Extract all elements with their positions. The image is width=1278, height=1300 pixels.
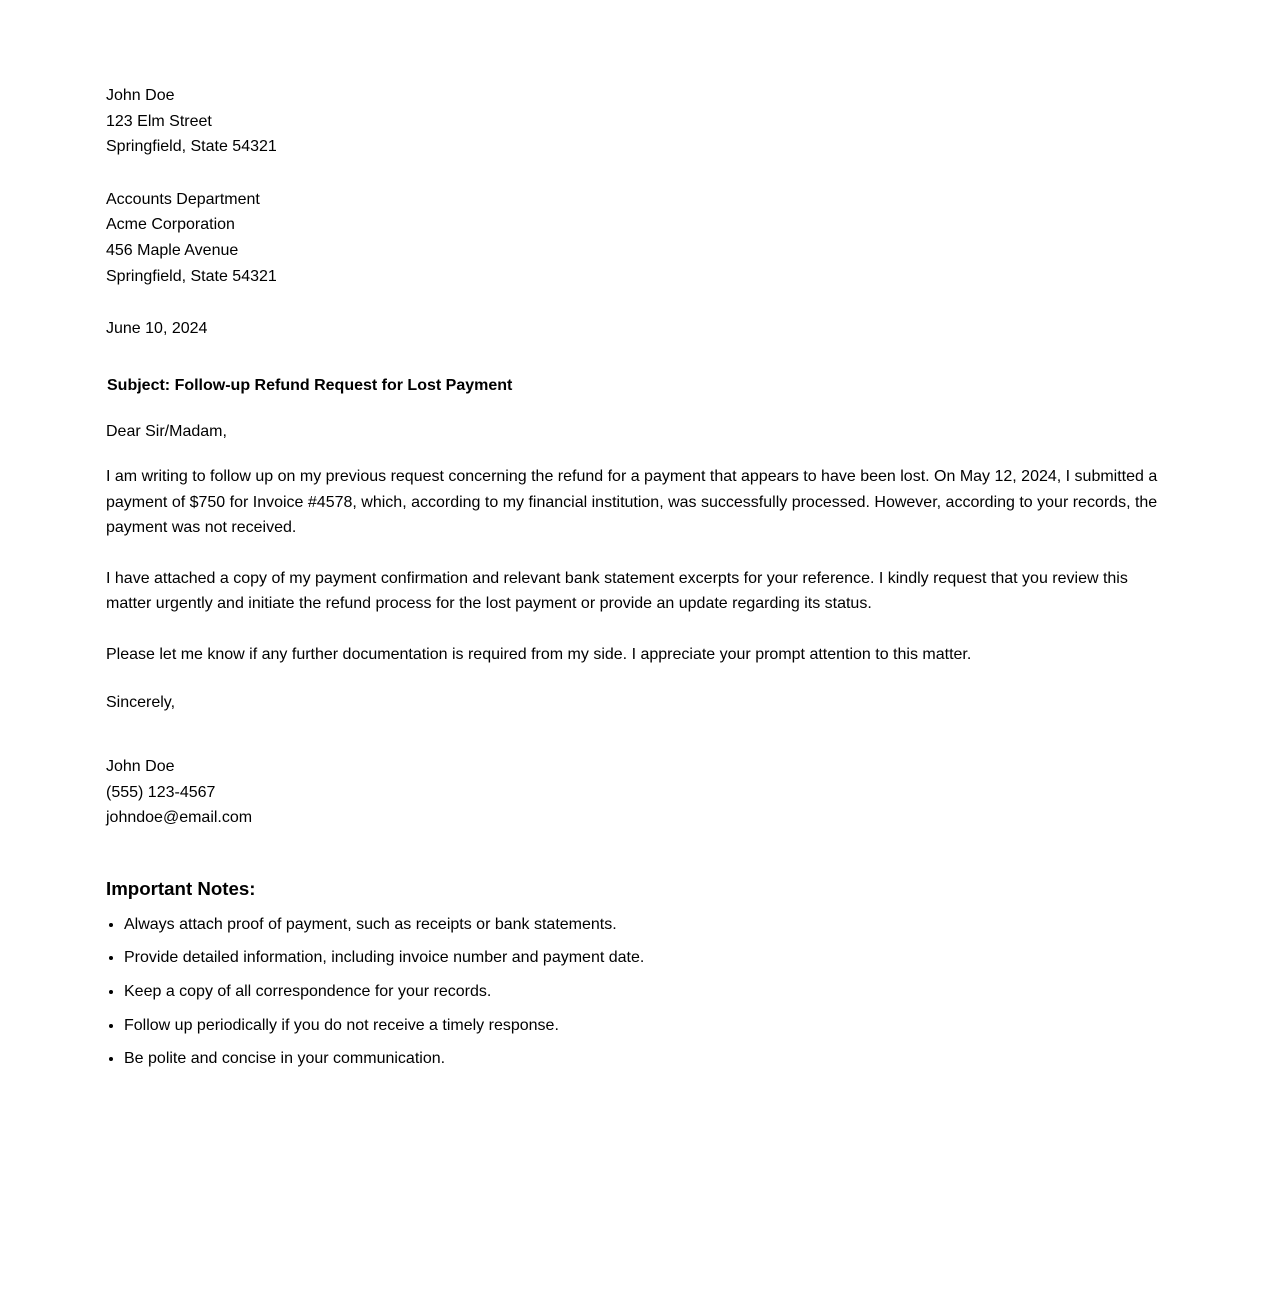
sender-city: Springfield, State 54321 — [106, 138, 277, 156]
recipient-city: Springfield, State 54321 — [106, 267, 277, 285]
letter-subject: Subject: Follow-up Refund Request for Lost Payment — [107, 376, 513, 394]
sender-name: John Doe — [106, 87, 175, 104]
recipient-department: Accounts Department — [106, 190, 260, 208]
body-paragraph: I have attached a copy of my payment confirmation and relevant bank statement excerpts for your reference. I kindly request that you review this matter urgently and initiate the refund process for the lost payment or provide an update regarding its status. — [106, 569, 1128, 613]
signature-block — [106, 754, 1172, 831]
important-notes — [106, 876, 1172, 1072]
closing: Sincerely, — [106, 693, 176, 711]
body-paragraph: I am writing to follow up on my previous request concerning the refund for a payment that appears to have been lost. On May 12, 2024, I submitted a payment of $750 for Invoice #4578, which, according to my financial institution, was successfully processed. However, according to your records, the payment was not received. — [106, 467, 1158, 537]
signature-email: johndoe@email.com — [106, 809, 253, 827]
list-item: • Be polite and concise in your communication. — [124, 1046, 1172, 1072]
list-item: • Provide detailed information, including invoice number and payment date. — [124, 945, 1172, 971]
recipient-company: Acme Corporation — [106, 216, 235, 234]
signature-name: John Doe — [106, 758, 175, 776]
recipient-address — [106, 187, 1172, 289]
list-item: • Follow up periodically if you do not receive a timely response. — [124, 1013, 1172, 1039]
signature-phone: (555) 123-4567 — [106, 783, 216, 801]
sender-street: 123 Elm Street — [106, 112, 212, 130]
list-item: • Always attach proof of payment, such as receipts or bank statements. — [124, 912, 1172, 938]
notes-title: Important Notes: — [106, 877, 256, 899]
recipient-street: 456 Maple Avenue — [106, 241, 239, 259]
salutation: Dear Sir/Madam, — [106, 423, 227, 441]
letter-date: June 10, 2024 — [106, 320, 208, 338]
list-item: • Keep a copy of all correspondence for your records. — [124, 979, 1172, 1005]
body-paragraph: Please let me know if any further documentation is required from my side. I appreciate your prompt attention to this matter. — [106, 645, 972, 663]
notes-list — [106, 912, 1172, 1072]
sender-address — [106, 83, 1172, 160]
